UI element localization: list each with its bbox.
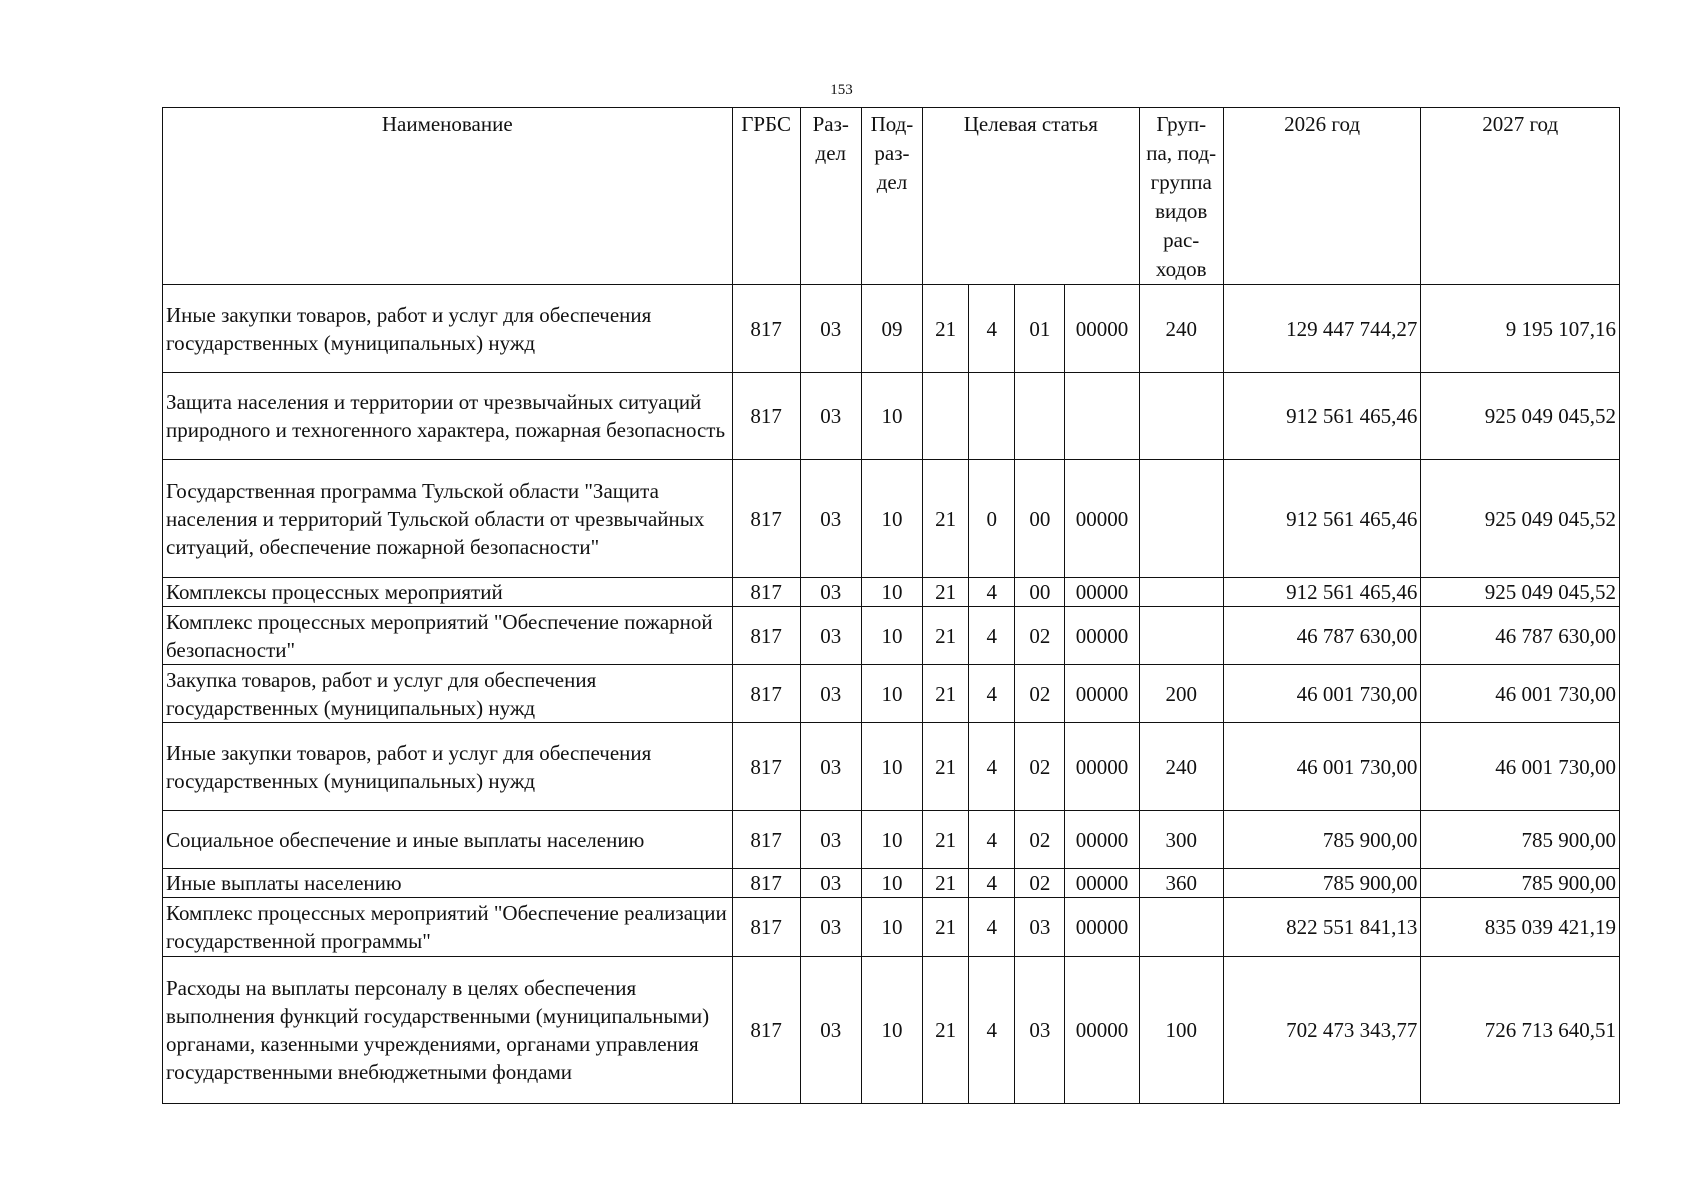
row-target-2: 4 bbox=[969, 578, 1015, 607]
row-grbs: 817 bbox=[732, 373, 800, 460]
row-grbs: 817 bbox=[732, 607, 800, 665]
row-grbs: 817 bbox=[732, 285, 800, 373]
table-row bbox=[163, 898, 1620, 957]
row-razdel: 03 bbox=[800, 957, 861, 1104]
row-target-2: 4 bbox=[969, 285, 1015, 373]
row-target-4: 00000 bbox=[1065, 578, 1139, 607]
row-podrazdel: 10 bbox=[861, 957, 922, 1104]
row-target-3: 02 bbox=[1015, 607, 1065, 665]
row-grbs: 817 bbox=[732, 898, 800, 957]
row-expense-group: 240 bbox=[1139, 723, 1223, 811]
row-expense-group: 240 bbox=[1139, 285, 1223, 373]
row-name: Иные выплаты населению bbox=[163, 869, 733, 898]
row-razdel: 03 bbox=[800, 665, 861, 723]
header-2026: 2026 год bbox=[1223, 108, 1421, 285]
row-2027: 925 049 045,52 bbox=[1421, 460, 1620, 578]
table-row bbox=[163, 665, 1620, 723]
row-target-4: 00000 bbox=[1065, 665, 1139, 723]
row-target-1: 21 bbox=[923, 607, 969, 665]
row-expense-group: 300 bbox=[1139, 811, 1223, 869]
row-podrazdel: 10 bbox=[861, 460, 922, 578]
row-target-3 bbox=[1015, 373, 1065, 460]
row-grbs: 817 bbox=[732, 665, 800, 723]
page-number: 153 bbox=[830, 82, 853, 98]
row-target-1: 21 bbox=[923, 665, 969, 723]
row-2027: 9 195 107,16 bbox=[1421, 285, 1620, 373]
row-target-4: 00000 bbox=[1065, 607, 1139, 665]
row-target-1: 21 bbox=[923, 460, 969, 578]
row-target-1: 21 bbox=[923, 869, 969, 898]
row-razdel: 03 bbox=[800, 898, 861, 957]
header-row bbox=[163, 108, 1620, 285]
row-target-1: 21 bbox=[923, 723, 969, 811]
row-2026: 822 551 841,13 bbox=[1223, 898, 1421, 957]
row-razdel: 03 bbox=[800, 285, 861, 373]
row-2026: 46 787 630,00 bbox=[1223, 607, 1421, 665]
row-target-2: 4 bbox=[969, 811, 1015, 869]
row-razdel: 03 bbox=[800, 723, 861, 811]
row-name: Иные закупки товаров, работ и услуг для обеспечения государственных (муниципальных) нужд bbox=[163, 285, 733, 373]
row-target-1: 21 bbox=[923, 957, 969, 1104]
row-2026: 785 900,00 bbox=[1223, 869, 1421, 898]
row-expense-group bbox=[1139, 578, 1223, 607]
row-2026: 785 900,00 bbox=[1223, 811, 1421, 869]
row-target-4: 00000 bbox=[1065, 957, 1139, 1104]
row-podrazdel: 10 bbox=[861, 373, 922, 460]
row-2026: 912 561 465,46 bbox=[1223, 373, 1421, 460]
row-target-2: 0 bbox=[969, 460, 1015, 578]
row-target-4: 00000 bbox=[1065, 869, 1139, 898]
row-razdel: 03 bbox=[800, 578, 861, 607]
row-2027: 46 001 730,00 bbox=[1421, 723, 1620, 811]
row-target-4 bbox=[1065, 373, 1139, 460]
row-2026: 46 001 730,00 bbox=[1223, 723, 1421, 811]
row-target-3: 02 bbox=[1015, 869, 1065, 898]
row-target-2 bbox=[969, 373, 1015, 460]
row-podrazdel: 10 bbox=[861, 607, 922, 665]
row-grbs: 817 bbox=[732, 460, 800, 578]
row-expense-group: 360 bbox=[1139, 869, 1223, 898]
row-2027: 726 713 640,51 bbox=[1421, 957, 1620, 1104]
row-name: Государственная программа Тульской области "Защита населения и территорий Тульской области от чрезвычайных ситуаций, обеспечение пожарной безопасности" bbox=[163, 460, 733, 578]
row-target-3: 00 bbox=[1015, 460, 1065, 578]
row-name: Закупка товаров, работ и услуг для обеспечения государственных (муниципальных) нужд bbox=[163, 665, 733, 723]
header-2027: 2027 год bbox=[1421, 108, 1620, 285]
row-2026: 702 473 343,77 bbox=[1223, 957, 1421, 1104]
row-razdel: 03 bbox=[800, 811, 861, 869]
table-row bbox=[163, 957, 1620, 1104]
row-target-2: 4 bbox=[969, 607, 1015, 665]
row-expense-group: 200 bbox=[1139, 665, 1223, 723]
row-target-3: 03 bbox=[1015, 898, 1065, 957]
row-2026: 912 561 465,46 bbox=[1223, 460, 1421, 578]
row-name: Защита населения и территории от чрезвычайных ситуаций природного и техногенного характера, пожарная безопасность bbox=[163, 373, 733, 460]
row-target-4: 00000 bbox=[1065, 460, 1139, 578]
table-row bbox=[163, 811, 1620, 869]
table-row bbox=[163, 607, 1620, 665]
row-target-1 bbox=[923, 373, 969, 460]
row-target-2: 4 bbox=[969, 869, 1015, 898]
row-grbs: 817 bbox=[732, 723, 800, 811]
row-2026: 912 561 465,46 bbox=[1223, 578, 1421, 607]
row-podrazdel: 10 bbox=[861, 869, 922, 898]
row-2027: 785 900,00 bbox=[1421, 869, 1620, 898]
table-row bbox=[163, 723, 1620, 811]
row-podrazdel: 10 bbox=[861, 898, 922, 957]
row-target-2: 4 bbox=[969, 898, 1015, 957]
row-grbs: 817 bbox=[732, 811, 800, 869]
row-target-3: 00 bbox=[1015, 578, 1065, 607]
row-name: Комплекс процессных мероприятий "Обеспечение реализации государственной программы" bbox=[163, 898, 733, 957]
row-target-2: 4 bbox=[969, 723, 1015, 811]
row-2027: 46 787 630,00 bbox=[1421, 607, 1620, 665]
row-podrazdel: 10 bbox=[861, 723, 922, 811]
row-podrazdel: 10 bbox=[861, 811, 922, 869]
row-grbs: 817 bbox=[732, 869, 800, 898]
row-razdel: 03 bbox=[800, 460, 861, 578]
row-target-3: 02 bbox=[1015, 665, 1065, 723]
row-target-4: 00000 bbox=[1065, 723, 1139, 811]
row-target-1: 21 bbox=[923, 285, 969, 373]
row-grbs: 817 bbox=[732, 578, 800, 607]
row-2027: 925 049 045,52 bbox=[1421, 373, 1620, 460]
row-2026: 129 447 744,27 bbox=[1223, 285, 1421, 373]
header-target-article: Целевая статья bbox=[923, 108, 1140, 285]
header-name: Наименование bbox=[163, 108, 733, 285]
row-name: Комплексы процессных мероприятий bbox=[163, 578, 733, 607]
row-expense-group bbox=[1139, 898, 1223, 957]
header-expense-group: Груп- па, под- группа видов рас- ходов bbox=[1139, 108, 1223, 285]
header-grbs: ГРБС bbox=[732, 108, 800, 285]
row-2027: 46 001 730,00 bbox=[1421, 665, 1620, 723]
row-target-4: 00000 bbox=[1065, 285, 1139, 373]
row-expense-group bbox=[1139, 373, 1223, 460]
row-razdel: 03 bbox=[800, 373, 861, 460]
row-target-1: 21 bbox=[923, 578, 969, 607]
row-podrazdel: 10 bbox=[861, 665, 922, 723]
row-name: Социальное обеспечение и иные выплаты населению bbox=[163, 811, 733, 869]
row-2027: 785 900,00 bbox=[1421, 811, 1620, 869]
row-expense-group: 100 bbox=[1139, 957, 1223, 1104]
row-target-3: 02 bbox=[1015, 723, 1065, 811]
row-grbs: 817 bbox=[732, 957, 800, 1104]
row-name: Комплекс процессных мероприятий "Обеспечение пожарной безопасности" bbox=[163, 607, 733, 665]
row-target-2: 4 bbox=[969, 957, 1015, 1104]
row-2027: 835 039 421,19 bbox=[1421, 898, 1620, 957]
row-name: Расходы на выплаты персоналу в целях обеспечения выполнения функций государственными (муниципальными) органами, казенными учреждениями, органами управления государственными внебюджетными фондами bbox=[163, 957, 733, 1104]
row-name: Иные закупки товаров, работ и услуг для обеспечения государственных (муниципальных) нужд bbox=[163, 723, 733, 811]
table-row bbox=[163, 869, 1620, 898]
row-target-3: 02 bbox=[1015, 811, 1065, 869]
row-expense-group bbox=[1139, 460, 1223, 578]
table-row bbox=[163, 460, 1620, 578]
row-podrazdel: 09 bbox=[861, 285, 922, 373]
row-expense-group bbox=[1139, 607, 1223, 665]
row-razdel: 03 bbox=[800, 607, 861, 665]
budget-table bbox=[162, 107, 1620, 1104]
table-row bbox=[163, 373, 1620, 460]
table-row bbox=[163, 285, 1620, 373]
row-razdel: 03 bbox=[800, 869, 861, 898]
row-2027: 925 049 045,52 bbox=[1421, 578, 1620, 607]
row-target-3: 03 bbox=[1015, 957, 1065, 1104]
row-target-4: 00000 bbox=[1065, 811, 1139, 869]
row-target-4: 00000 bbox=[1065, 898, 1139, 957]
row-podrazdel: 10 bbox=[861, 578, 922, 607]
header-razdel: Раз- дел bbox=[800, 108, 861, 285]
row-target-2: 4 bbox=[969, 665, 1015, 723]
header-podrazdel: Под- раз- дел bbox=[861, 108, 922, 285]
row-target-3: 01 bbox=[1015, 285, 1065, 373]
row-target-1: 21 bbox=[923, 898, 969, 957]
table-row bbox=[163, 578, 1620, 607]
row-2026: 46 001 730,00 bbox=[1223, 665, 1421, 723]
row-target-1: 21 bbox=[923, 811, 969, 869]
